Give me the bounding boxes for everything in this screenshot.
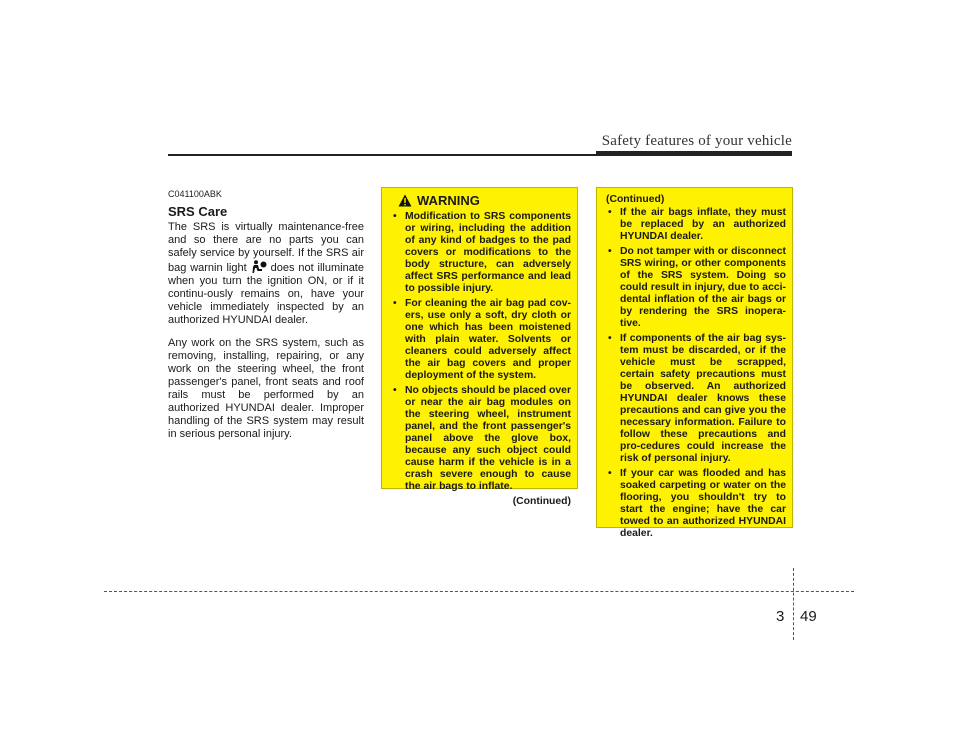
paragraph-maintenance-part1: The SRS is virtually maintenance-free and so there are no parts you can safely service by yourself. If the SRS air bag warnin light (168, 221, 364, 274)
header-title: Safety features of your vehicle (601, 133, 792, 149)
list-item: • Do not tamper with or disconnect SRS wiring, or other components of the SRS system. Doing so could result in injury, due to acci-dental inflation of the air bags or by rendering the SRS inopera-tive. (603, 246, 786, 330)
warning-header (398, 194, 571, 207)
left-column (168, 188, 364, 451)
header-rule-accent (596, 151, 792, 156)
page-number: 49 (800, 608, 817, 625)
continued-box (596, 187, 793, 539)
paragraph-maintenance-part2: does not illuminate when you turn the ignition ON, or if it continu-ously remains on, have your vehicle immediately inspected by an authorized HYUNDAI dealer. (168, 262, 364, 326)
warning-triangle-icon (398, 194, 412, 207)
chapter-number: 3 (776, 608, 785, 625)
warning-label: WARNING (417, 192, 480, 208)
section-title: SRS Care (168, 204, 228, 219)
list-item: • If your car was flooded and has soaked carpeting or water on the flooring, you shouldn't try to start the engine; have the car towed to an authorized HYUNDAI dealer. (603, 468, 786, 540)
warning-list (388, 211, 571, 493)
continued-list (603, 207, 786, 540)
list-item: • If components of the air bag sys-tem must be discarded, or if the vehicle must be scrapped, certain safety precautions must be observed. An authorized HYUNDAI dealer knows these precautions and can give you the necessary information. Failure to follow these precautions and pro-cedures could increase the risk of personal injury. (603, 333, 786, 465)
list-item: • For cleaning the air bag pad cov-ers, use only a soft, dry cloth or one which has been moistened with plain water. Solvents or cleaners could adversely affect the air bag covers and proper deployment of the system. (388, 298, 571, 382)
continued-heading: (Continued) (606, 194, 665, 205)
paragraph-maintenance (168, 221, 364, 327)
paragraph-service: Any work on the SRS system, such as removing, installing, repairing, or any work on the steering wheel, the front passenger's panel, front seats and roof rails must be performed by an authorized HYUNDAI dealer. Improper handling of the SRS system may result in serious personal injury. (168, 337, 364, 440)
list-item: • If the air bags inflate, they must be replaced by an authorized HYUNDAI dealer. (603, 207, 786, 243)
list-item: • Modification to SRS components or wiring, including the addition of any kind of badges to the pad covers or modifications to the body structure, can adversely affect SRS performance and lead to possible injury. (388, 211, 571, 295)
list-item: • No objects should be placed over or near the air bag modules on the steering wheel, instrument panel, and the front passenger's panel above the glove box, because any such object could cause harm if the vehicle is in a crash severe enough to cause the air bags to inflate. (388, 385, 571, 493)
airbag-warning-icon (251, 260, 267, 274)
warning-box (381, 187, 578, 507)
footer-divider (793, 568, 794, 640)
warning-continued: (Continued) (512, 496, 571, 507)
section-code: C041100ABK (168, 189, 222, 199)
footer-rule (104, 591, 854, 592)
